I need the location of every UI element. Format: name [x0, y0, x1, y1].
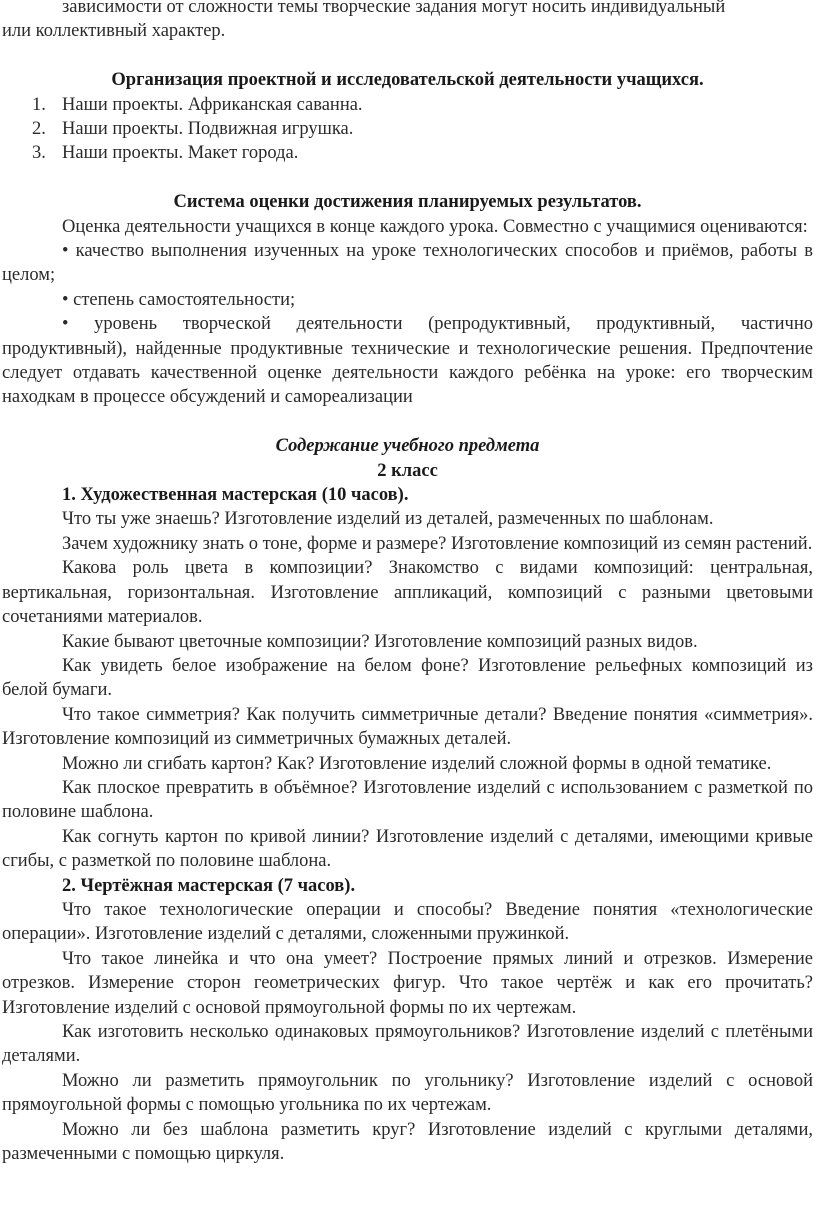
- paragraph: Какие бывают цветочные композиции? Изготовление композиций разных видов.: [62, 631, 698, 652]
- paragraph: Как изготовить несколько одинаковых прямоугольников? Изготовление изделий с плетёными деталями.: [2, 1022, 813, 1067]
- paragraph: Как согнуть картон по кривой линии? Изготовление изделий с деталями, имеющими кривые сгибы, с разметкой по половине шаблона.: [2, 826, 813, 872]
- intro-first-line: зависимости от сложности темы творческие задания могут носить индивидуальный: [62, 0, 726, 17]
- module-title: 1. Художественная мастерская (10 часов).: [62, 485, 409, 506]
- bullet-paragraph: • степень самостоятельности;: [62, 289, 296, 310]
- intro-second-line: или коллективный характер.: [2, 21, 226, 42]
- paragraph: Как плоское превратить в объёмное? Изготовление изделий с использованием с разметкой по половине шаблона.: [2, 777, 813, 823]
- list-number: 2.: [32, 119, 46, 140]
- paragraph: Что такое симметрия? Как получить симметричные детали? Введение понятия «симметрия». Изготовление композиций из симметричных бумажных деталей.: [2, 704, 813, 750]
- spacer: [2, 166, 813, 190]
- paragraph: Можно ли сгибать картон? Как? Изготовление изделий сложной формы в одной тематике.: [62, 753, 772, 774]
- paragraph: Что такое технологические операции и способы? Введение понятия «технологические операции». Изготовление изделий с деталями, сложенными пружинкой.: [2, 899, 813, 945]
- paragraph: Какова роль цвета в композиции? Знакомство с видами композиций: центральная, вертикальная, горизонтальная. Изготовление аппликаций, композиций с разными цветовыми сочетаниями материалов.: [2, 558, 813, 628]
- module-title: 2. Чертёжная мастерская (7 часов).: [62, 875, 356, 896]
- list-item-text: Наши проекты. Подвижная игрушка.: [62, 119, 354, 140]
- paragraph: Что ты уже знаешь? Изготовление изделий из деталей, размеченных по шаблонам.: [62, 509, 714, 530]
- paragraph: Оценка деятельности учащихся в конце каждого урока. Совместно с учащимися оцениваются:: [62, 216, 808, 237]
- list-item: [2, 141, 813, 165]
- projects-list: [2, 93, 813, 166]
- paragraph: Что такое линейка и что она умеет? Построение прямых линий и отрезков. Измерение отрезков. Измерение сторон геометрических фигур. Что такое чертёж и как его прочитать? Изготовление изделий с основой прямоугольной формы по их чертежам.: [2, 948, 813, 1018]
- spacer: [2, 44, 813, 68]
- list-number: 1.: [32, 94, 46, 115]
- bullet-paragraph: • уровень творческой деятельности (репродуктивный, продуктивный, частично продуктивный), найденные продуктивные технические и технологические решения. Предпочтение следует отдавать качественной оценке деятельности каждого ребёнка на уроке: его творческим находкам в процессе обсуждений и самореализации: [2, 314, 813, 408]
- list-number: 3.: [32, 143, 46, 164]
- grade-heading: 2 класс: [377, 460, 438, 481]
- bullet-paragraph: • качество выполнения изученных на уроке технологических способов и приёмов, работы в целом;: [2, 241, 813, 286]
- spacer: [2, 410, 813, 434]
- assessment-heading: Система оценки достижения планируемых результатов.: [173, 192, 642, 213]
- list-item: [2, 117, 813, 141]
- paragraph: Зачем художнику знать о тоне, форме и размере? Изготовление композиций из семян растений.: [62, 533, 813, 554]
- list-item-text: Наши проекты. Макет города.: [62, 143, 299, 164]
- list-item: [2, 93, 813, 117]
- paragraph: Можно ли разметить прямоугольник по угольнику? Изготовление изделий с основой прямоугольной формы с помощью угольника по их чертежам.: [2, 1070, 813, 1116]
- list-item-text: Наши проекты. Африканская саванна.: [62, 94, 363, 115]
- paragraph: Как увидеть белое изображение на белом фоне? Изготовление рельефных композиций из белой бумаги.: [2, 655, 813, 701]
- projects-heading: Организация проектной и исследовательской деятельности учащихся.: [111, 70, 704, 91]
- paragraph: Можно ли без шаблона разметить круг? Изготовление изделий с круглыми деталями, размеченными с помощью циркуля.: [2, 1119, 813, 1165]
- content-heading: Содержание учебного предмета: [275, 436, 540, 457]
